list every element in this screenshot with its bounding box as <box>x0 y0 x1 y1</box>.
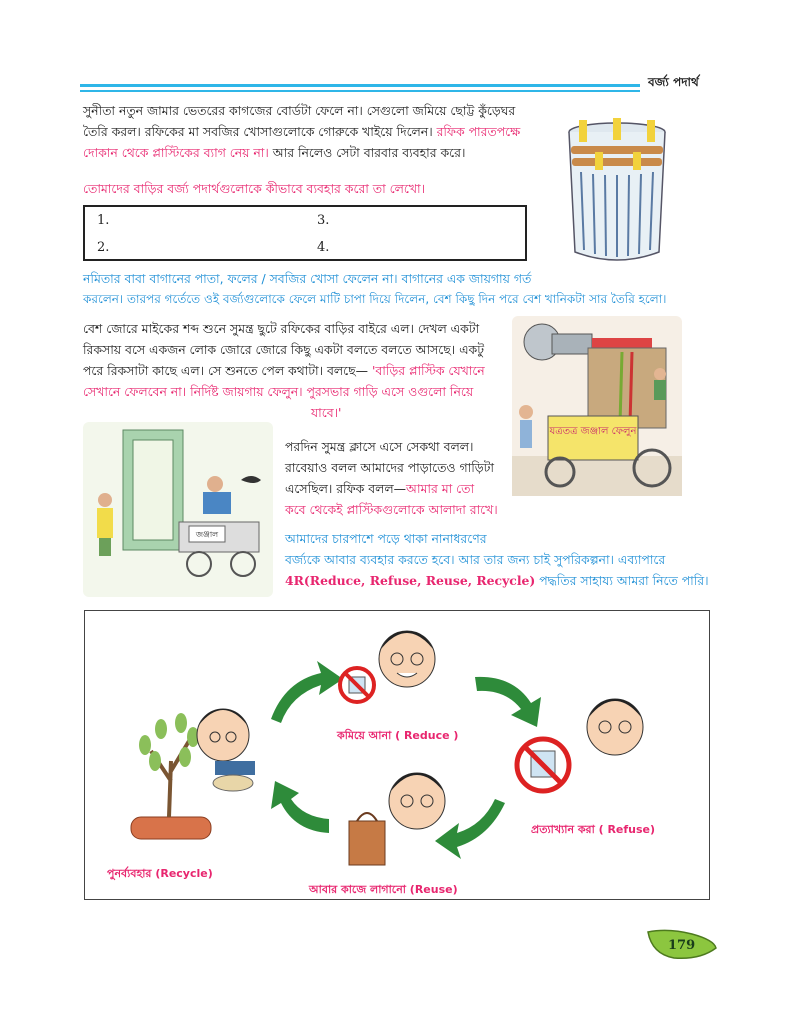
text-line: বর্জ্যকে আবার ব্যবহার করতে হবে। আর তার জন্য চাই সুপরিকল্পনা। এব্যাপারে <box>285 552 666 567</box>
shop-sign-text: জঞ্জাল <box>195 530 219 539</box>
answer-number: 4. <box>317 240 330 255</box>
text-line <box>285 478 515 499</box>
4r-cycle-art <box>85 611 708 898</box>
highlight-span: রফিক পারতপক্ষে <box>432 124 521 139</box>
highlight-span: 4R(Reduce, Refuse, Reuse, Recycle) <box>285 573 536 588</box>
label-refuse: প্রত্যাখ্যান করা ( Refuse) <box>531 823 656 836</box>
text-line: আমাদের চারপাশে পড়ে থাকা নানাধরণের <box>285 531 487 546</box>
text-line: যাবে।' <box>311 405 342 420</box>
paragraph-class <box>285 436 515 520</box>
answer-number: 1. <box>97 213 110 228</box>
header-rule-thin <box>80 90 640 92</box>
question-prompt: তোমাদের বাড়ির বর্জ্য পদার্থগুলোকে কীভাবে ব্যবহার করো তা লেখো। <box>83 181 426 196</box>
text-line: রাবেয়াও বলল আমাদের পাড়াতেও গাড়িটা <box>285 460 494 475</box>
text-line: কবে থেকেই প্লাস্টিকগুলোকে আলাদা রাখে। <box>285 502 498 517</box>
text-line: বেশ জোরে মাইকের শব্দ শুনে সুমন্ত্র ছুটে রফিকের বাড়ির বাইরে এল। দেখল একটা <box>83 321 480 336</box>
label-recycle: পুনর্ব্যবহার (Recycle) <box>107 867 213 880</box>
answer-box[interactable] <box>83 205 527 261</box>
text-line: করলেন। তারপর গর্তেতে ওই বর্জ্যগুলোকে ফেলে মাটি চাপা দিয়ে দিলেন, বেশ কিছু দিন পরে বেশ খানিকটা সার তৈরি হলো। <box>83 292 667 306</box>
text-line: পরদিন সুমন্ত্র ক্লাসে এসে সেকথা বলল। <box>285 439 474 454</box>
arrow-icon <box>271 661 343 723</box>
text-line <box>83 142 553 163</box>
text-line: নমিতার বাবা বাগানের পাতা, ফলের / সবজির খোসা ফেলেন না। বাগানের এক জায়গায় গর্ত <box>83 271 532 286</box>
highlight-span: 'বাড়ির প্লাস্টিক যেখানে <box>368 363 485 378</box>
arrow-icon <box>475 677 541 727</box>
header-rule <box>80 84 640 87</box>
label-reduce: কমিয়ে আনা ( Reduce ) <box>337 729 459 742</box>
paragraph-namita <box>83 268 723 310</box>
paragraph-sunita <box>83 100 553 163</box>
text-line: রিকসায় বসে একজন লোক জোরে জোরে কিছু একটা বলতে বলতে আসছে। একটু <box>83 342 484 357</box>
text-line <box>83 360 508 381</box>
text-line: সুনীতা নতুন জামার ভেতরের কাগজের বোর্ডটা ফেলে না। সেগুলো জমিয়ে ছোট্ট কুঁড়েঘর <box>83 103 516 118</box>
paragraph-4r <box>285 528 725 591</box>
text-line: সেখানে ফেলবেন না। নির্দিষ্ট জায়গায় ফেলুন। পুরসভার গাড়ি এসে ওগুলো নিয়ে <box>83 384 474 399</box>
answer-number: 3. <box>317 213 330 228</box>
text-span: এসেছিল। রফিক বলল— <box>285 481 407 496</box>
text-span: পদ্ধতির সাহায্য আমরা নিতে পারি। <box>535 573 709 588</box>
label-reuse: আবার কাজে লাগানো (Reuse) <box>309 883 458 896</box>
shop-cart-illustration <box>83 422 273 597</box>
waste-basket-illustration <box>555 112 680 272</box>
arrow-icon <box>435 799 505 859</box>
highlight-span: আমার মা তো <box>406 481 475 496</box>
text-span: পরে রিকসাটা কাছে এল। সে শুনতে পেল কথাটা। বলছে— <box>83 363 368 378</box>
chapter-title: বর্জ্য পদার্থ <box>648 75 699 89</box>
text-span: তৈরি করল। রফিকের মা সবজির খোসাগুলোকে গোরুকে খাইয়ে দিলেন। <box>83 124 433 139</box>
paragraph-sumantra <box>83 318 508 423</box>
cart-sign-text: যত্রতত্র জঞ্জাল ফেলুন <box>549 426 637 437</box>
page-number: 179 <box>668 938 696 953</box>
highlight-span: দোকান থেকে প্লাস্টিকের ব্যাগ নেয় না। <box>83 145 269 160</box>
text-span: আর নিলেও সেটা বারবার ব্যবহার করে। <box>268 145 466 160</box>
rickshaw-illustration <box>512 316 682 496</box>
text-line <box>285 570 725 591</box>
text-line <box>83 121 553 142</box>
answer-number: 2. <box>97 240 110 255</box>
4r-cycle-diagram <box>84 610 710 900</box>
arrow-icon <box>271 781 329 833</box>
